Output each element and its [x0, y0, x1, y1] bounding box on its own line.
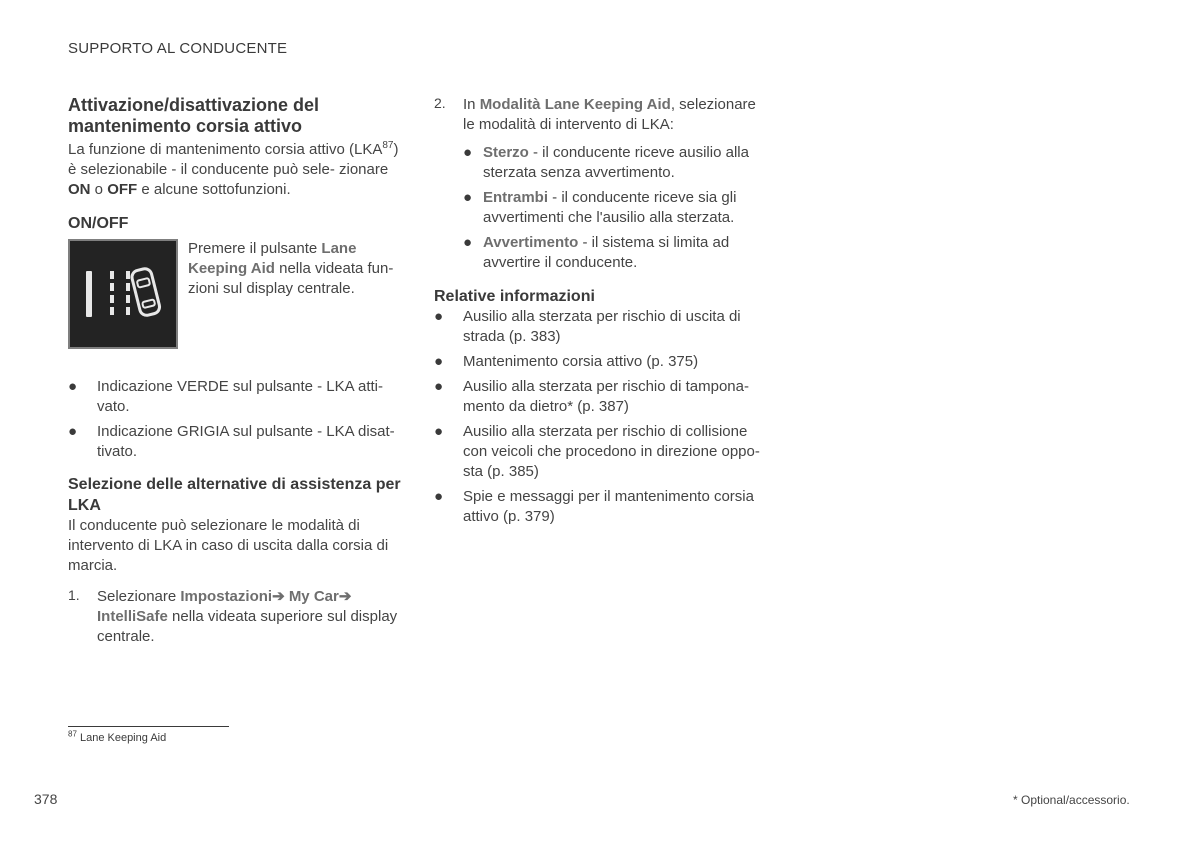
list-item: ● Sterzo - il conducente riceve ausilio alla sterzata senza avvertimento.	[463, 144, 749, 181]
list-item: ● Indicazione VERDE sul pulsante - LKA atti- vato.	[68, 378, 383, 415]
step-item: 2. In Modalità Lane Keeping Aid, selezionare le modalità di intervento di LKA:	[434, 95, 756, 133]
optional-note: * Optional/accessorio.	[1013, 793, 1130, 807]
bullet-icon: ●	[68, 378, 78, 395]
menu-path-settings: Impostazioni	[180, 588, 273, 605]
left-column	[68, 95, 403, 647]
intro-paragraph: La funzione di mantenimento corsia attivo (LKA$^{87}$) è selezionabile - il conducente può sele- zionare ON o OFF e alcune sottofunzioni.	[68, 140, 399, 198]
arrow-right-icon: ➔	[338, 588, 352, 605]
related-link[interactable]: ● Mantenimento corsia attivo (p. 375)	[434, 353, 699, 370]
section-heading: Attivazione/disattivazione del mantenimento corsia attivo	[68, 95, 320, 136]
list-item: ● Avvertimento - il sistema si limita ad avvertire il conducente.	[463, 234, 730, 271]
bullet-icon: ●	[434, 378, 444, 395]
footnote-divider	[68, 726, 229, 727]
menu-path-intellisafe: IntelliSafe	[97, 608, 168, 625]
bullet-icon: ●	[68, 423, 78, 440]
off-label: OFF	[107, 181, 138, 198]
lane-keeping-aid-button[interactable]	[68, 239, 178, 349]
bullet-icon: ●	[434, 488, 444, 505]
selection-heading: Selezione delle alternative di assistenza per LKA	[68, 476, 401, 514]
footnote	[68, 729, 167, 744]
onoff-instruction: Premere il pulsante Lane Keeping Aid nella videata fun- zioni sul display centrale.	[188, 240, 394, 297]
page-number: 378	[34, 791, 58, 807]
bullet-icon: ●	[463, 234, 473, 251]
footnote-text: Lane Keeping Aid	[79, 732, 167, 744]
footnote-ref: 87	[382, 140, 394, 151]
on-label: ON	[68, 181, 91, 198]
bullet-icon: ●	[463, 189, 473, 206]
footnote-number: 87	[68, 729, 77, 739]
step-item: 1. Selezionare Impostazioni➔ My Car➔ IntelliSafe nella videata superiore sul display centrale.	[68, 587, 398, 645]
lane-keeping-aid-label: Lane Keeping Aid	[188, 240, 357, 277]
related-link[interactable]: ● Ausilio alla sterzata per rischio di collisione con veicoli che procedono in direzione oppo- sta (p. 385)	[434, 423, 760, 480]
bullet-icon: ●	[434, 423, 444, 440]
bullet-icon: ●	[434, 353, 444, 370]
list-item: ● Indicazione GRIGIA sul pulsante - LKA disat- tivato.	[68, 423, 395, 460]
lane-keeping-aid-icon	[70, 241, 176, 347]
related-heading: Relative informazioni	[434, 288, 595, 305]
onoff-block	[68, 239, 403, 377]
steps-list-continued	[434, 95, 769, 135]
selection-paragraph: Il conducente può selezionare le modalità di intervento di LKA in caso di uscita dalla corsia di marcia.	[68, 517, 389, 574]
menu-path-my-car: My Car	[288, 588, 339, 605]
related-link[interactable]: ● Ausilio alla sterzata per rischio di tampona- mento da dietro* (p. 387)	[434, 378, 749, 415]
indicator-list	[68, 377, 403, 462]
related-link[interactable]: ● Spie e messaggi per il mantenimento corsia attivo (p. 379)	[434, 488, 754, 525]
onoff-heading: ON/OFF	[68, 215, 129, 232]
bullet-icon: ●	[463, 144, 473, 161]
mode-list	[463, 143, 769, 273]
right-column	[434, 95, 769, 532]
related-link[interactable]: ● Ausilio alla sterzata per rischio di uscita di strada (p. 383)	[434, 308, 741, 345]
arrow-right-icon: ➔	[272, 588, 285, 605]
bullet-icon: ●	[434, 308, 444, 325]
list-item: ● Entrambi - il conducente riceve sia gli avvertimenti che l'ausilio alla sterzata.	[463, 189, 737, 226]
steps-list	[68, 587, 403, 647]
lka-mode-label: Modalità Lane Keeping Aid	[479, 96, 671, 113]
page-header: SUPPORTO AL CONDUCENTE	[68, 40, 288, 57]
related-list	[434, 307, 769, 527]
